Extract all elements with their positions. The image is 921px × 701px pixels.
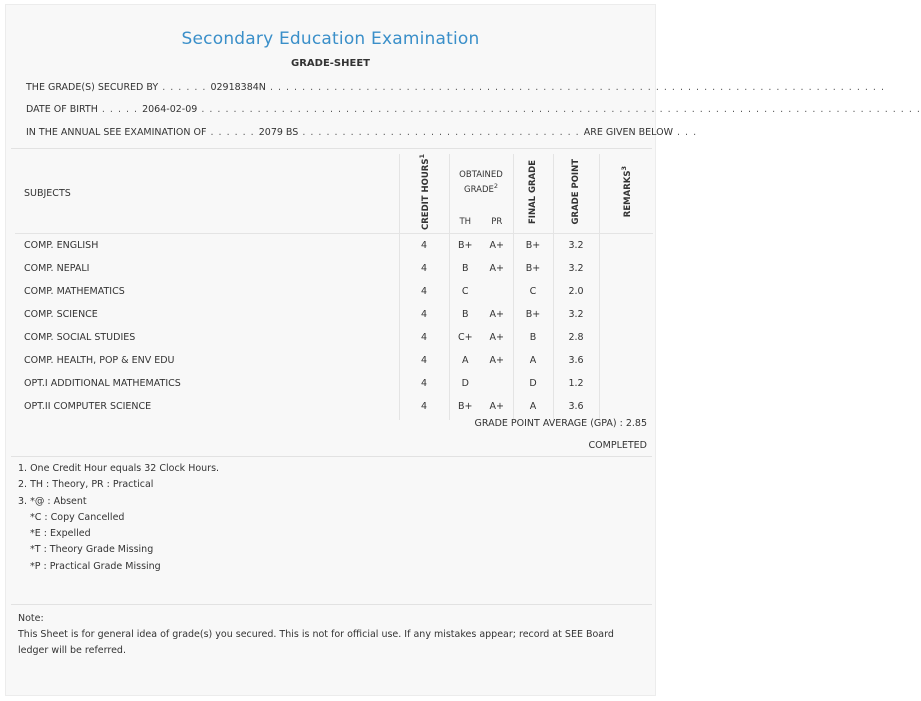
footnote-ref: 3 (620, 166, 629, 171)
practical-grade-cell: A+ (489, 240, 504, 252)
grade-point-cell: 3.6 (553, 349, 599, 372)
subject-cell: OPT.I ADDITIONAL MATHEMATICS (24, 378, 181, 390)
credit-hours-cell: 4 (399, 349, 449, 372)
grade-point-header (553, 154, 599, 234)
secured-by-label: THE GRADE(S) SECURED BY (26, 82, 159, 93)
table-row (15, 372, 653, 395)
credit-hours-cell: 4 (399, 257, 449, 280)
th-header: TH (449, 211, 481, 234)
grade-point-cell: 2.0 (553, 280, 599, 303)
footnote-item: 2. TH : Theory, PR : Practical (18, 479, 154, 491)
final-grade-cell: A (513, 395, 553, 420)
exam-line (26, 127, 698, 138)
table-row (15, 326, 653, 349)
theory-grade-cell: B (449, 303, 481, 326)
final-grade-label: FINAL GRADE (528, 160, 538, 224)
grade-sheet (5, 4, 921, 696)
pr-header: PR (481, 211, 513, 234)
obtained-grade-header (449, 154, 513, 211)
exam-year: 2079 BS (258, 127, 299, 138)
remarks-cell (599, 234, 653, 258)
dot-leader: . . . . . (97, 104, 143, 115)
grade-point-cell: 3.2 (553, 234, 599, 258)
subject-cell: COMP. SOCIAL STUDIES (24, 332, 136, 344)
subject-cell: COMP. NEPALI (24, 263, 90, 275)
practical-grade-cell: A+ (489, 355, 504, 367)
theory-grade-cell: C+ (449, 326, 481, 349)
theory-grade-cell: C (449, 280, 481, 303)
subject-cell: COMP. MATHEMATICS (24, 286, 125, 298)
dot-leader: . . . . . . (206, 127, 259, 138)
grades-table (15, 154, 653, 420)
footnote-item: *E : Expelled (30, 528, 91, 540)
subject-cell: COMP. ENGLISH (24, 240, 99, 252)
credit-hours-cell: 4 (399, 234, 449, 258)
subject-cell: OPT.II COMPUTER SCIENCE (24, 401, 152, 413)
grade-point-cell: 3.2 (553, 257, 599, 280)
footnote-ref: 2 (493, 181, 499, 190)
table-row (15, 303, 653, 326)
theory-grade-cell: D (449, 372, 481, 395)
practical-grade-cell: A+ (489, 309, 504, 321)
table-row (15, 395, 653, 420)
note-text: This Sheet is for general idea of grade(s) you secured. This is not for official use. If any mistakes appear; record at SEE Board ledger will be referred. (18, 629, 614, 656)
credit-hours-cell: 4 (399, 303, 449, 326)
remarks-cell (599, 303, 653, 326)
divider (11, 456, 652, 457)
sheet-subtitle: GRADE-SHEET (291, 58, 370, 69)
result-status: COMPLETED (588, 440, 647, 451)
dot-leader: . . . (672, 127, 698, 138)
divider (11, 148, 652, 149)
subject-cell: COMP. SCIENCE (24, 309, 98, 321)
divider (11, 604, 652, 605)
grade-point-cell: 3.6 (553, 395, 599, 420)
dot-leader: . . . . . . . . . . . . . . . . . . . . . . . . . . . . . . . . . . . . . . . . . . . . . . . . . . . . . . . . . . . . . . . . . . . . . . . . . . . . . (265, 82, 885, 93)
exam-label: IN THE ANNUAL SEE EXAMINATION OF (26, 127, 207, 138)
dot-leader: . . . . . . (158, 82, 211, 93)
grade-point-label: GRADE POINT (571, 159, 581, 225)
practical-grade-cell: A+ (489, 401, 504, 413)
remarks-cell (599, 280, 653, 303)
practical-grade-cell (481, 280, 513, 303)
remarks-cell (599, 326, 653, 349)
credit-hours-cell: 4 (399, 395, 449, 420)
theory-grade-cell: B+ (449, 395, 481, 420)
remarks-cell (599, 395, 653, 420)
secured-by-line (26, 82, 885, 93)
theory-grade-cell: B+ (449, 234, 481, 258)
grade-point-cell: 3.2 (553, 303, 599, 326)
footnotes (18, 461, 219, 575)
gpa-line (475, 418, 647, 429)
dot-leader: . . . . . . . . . . . . . . . . . . . . . . . . . . . . . . . . . . . . . . . . . . . . . . . . . . . . . . . . . . . . . . . . . . . . . . . . . . . . . . . . . . . . . . . . . . (197, 104, 921, 115)
subjects-header: SUBJECTS (15, 154, 399, 234)
theory-grade-cell: A (449, 349, 481, 372)
footnote-ref: 1 (418, 154, 427, 159)
final-grade-cell: C (513, 280, 553, 303)
credit-hours-header (399, 154, 449, 234)
credit-hours-label: CREDIT HOURS (420, 158, 431, 231)
credit-hours-cell: 4 (399, 280, 449, 303)
footnote-item: *T : Theory Grade Missing (30, 544, 154, 556)
gpa-value: 2.85 (625, 418, 647, 429)
subject-cell: COMP. HEALTH, POP & ENV EDU (24, 355, 175, 367)
grade-point-cell: 1.2 (553, 372, 599, 395)
remarks-cell (599, 349, 653, 372)
practical-grade-cell: A+ (489, 263, 504, 275)
remarks-header (599, 154, 653, 234)
dob-line (26, 104, 921, 115)
dob-value: 2064-02-09 (142, 104, 198, 115)
note-label: Note: (18, 613, 44, 624)
grade-point-cell: 2.8 (553, 326, 599, 349)
table-row (15, 349, 653, 372)
table-row (15, 280, 653, 303)
table-row (15, 234, 653, 258)
credit-hours-cell: 4 (399, 326, 449, 349)
footnote-item: 3. *@ : Absent (18, 495, 87, 507)
table-row (15, 257, 653, 280)
practical-grade-cell: A+ (489, 332, 504, 344)
symbol-number: 02918384N (210, 82, 266, 93)
gpa-label: GRADE POINT AVERAGE (GPA) : (474, 418, 623, 429)
practical-grade-cell (481, 372, 513, 395)
remarks-cell (599, 257, 653, 280)
disclaimer-note (18, 611, 638, 659)
remarks-cell (599, 372, 653, 395)
final-grade-cell: B+ (513, 234, 553, 258)
exam-suffix: ARE GIVEN BELOW (583, 127, 673, 138)
final-grade-cell: A (513, 349, 553, 372)
footnote-item: *P : Practical Grade Missing (30, 560, 161, 572)
page-title: Secondary Education Examination (181, 29, 480, 49)
credit-hours-cell: 4 (399, 372, 449, 395)
theory-grade-cell: B (449, 257, 481, 280)
obtained-grade-label: OBTAINED GRADE (459, 169, 503, 195)
remarks-label: REMARKS (623, 170, 634, 218)
final-grade-cell: D (513, 372, 553, 395)
final-grade-header (513, 154, 553, 234)
footnote-item: *C : Copy Cancelled (30, 511, 125, 523)
footnote-item: 1. One Credit Hour equals 32 Clock Hours. (18, 463, 220, 474)
dob-label: DATE OF BIRTH (26, 104, 98, 115)
dot-leader: . . . . . . . . . . . . . . . . . . . . . . . . . . . . . . . . . . . (298, 127, 584, 138)
final-grade-cell: B (513, 326, 553, 349)
final-grade-cell: B+ (513, 303, 553, 326)
final-grade-cell: B+ (513, 257, 553, 280)
